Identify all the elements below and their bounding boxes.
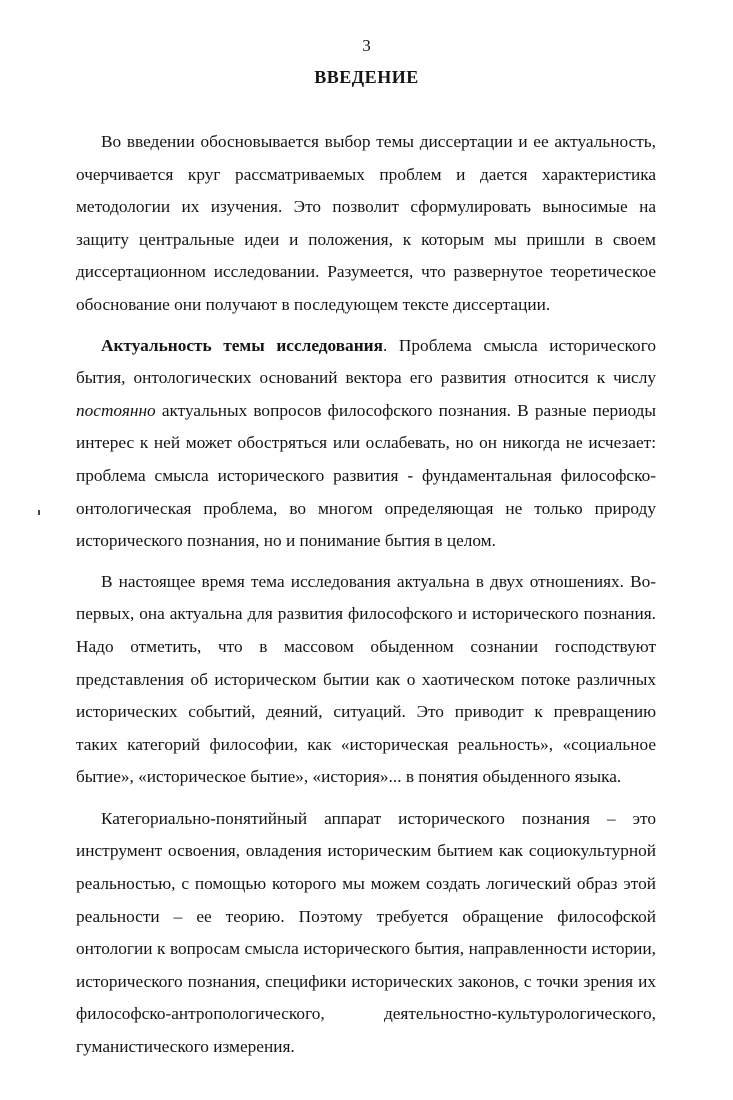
paragraph-relevance: [76, 330, 656, 558]
relevance-heading: Актуальность темы исследования: [101, 335, 383, 355]
paragraph-apparatus: Категориально-понятийный аппарат исторического познания – это инструмент освоения, овладения историческим бытием как социокультурной реальностью, с помощью которого мы можем создать логический образ этой реальности – ее теорию. Поэтому требуется обращение философской онтологии к вопросам смысла исторического бытия, направленности истории, исторического познания, специфики исторических законов, с точки зрения их философско-антропологического, деятельностно-культурологического, гуманистического измерения.: [76, 808, 656, 1057]
scan-speck: [38, 510, 40, 515]
page-title: ВВЕДЕНИЕ: [314, 67, 419, 87]
relevance-text-2: актуальных вопросов философского познания. В разные периоды интерес к ней может обостряться или ослабевать, но он никогда не исчезает: проблема смысла исторического развития - фундаментальная философско-онтологическая проблема, во многом определяющая не только природу исторического познания, но и понимание бытия в целом.: [76, 400, 656, 551]
paragraph-intro: Во введении обосновывается выбор темы диссертации и ее актуальность, очерчивается круг рассматриваемых проблем и дается характеристика методологии их изучения. Это позволит сформулировать выносимые на защиту центральные идеи и положения, к которым мы пришли в своем диссертационном исследовании. Разумеется, что развернутое теоретическое обоснование они получают в последующем тексте диссертации.: [76, 132, 656, 314]
body-text: [76, 126, 656, 1073]
page-number: 3: [362, 36, 371, 55]
relevance-emphasis: постоянно: [76, 400, 156, 420]
relevance-text-1: . Проблема смысла исторического бытия, онтологических оснований вектора его развития относится к числу: [76, 335, 656, 388]
paragraph-current: В настоящее время тема исследования актуальна в двух отношениях. Во-первых, она актуальна для развития философского и исторического познания. Надо отметить, что в массовом обыденном сознании господствуют представления об историческом бытии как о хаотическом потоке различных исторических событий, деяний, ситуаций. Это приводит к превращению таких категорий философии, как «историческая реальность», «социальное бытие», «историческое бытие», «история»... в понятия обыденного языка.: [76, 571, 656, 787]
